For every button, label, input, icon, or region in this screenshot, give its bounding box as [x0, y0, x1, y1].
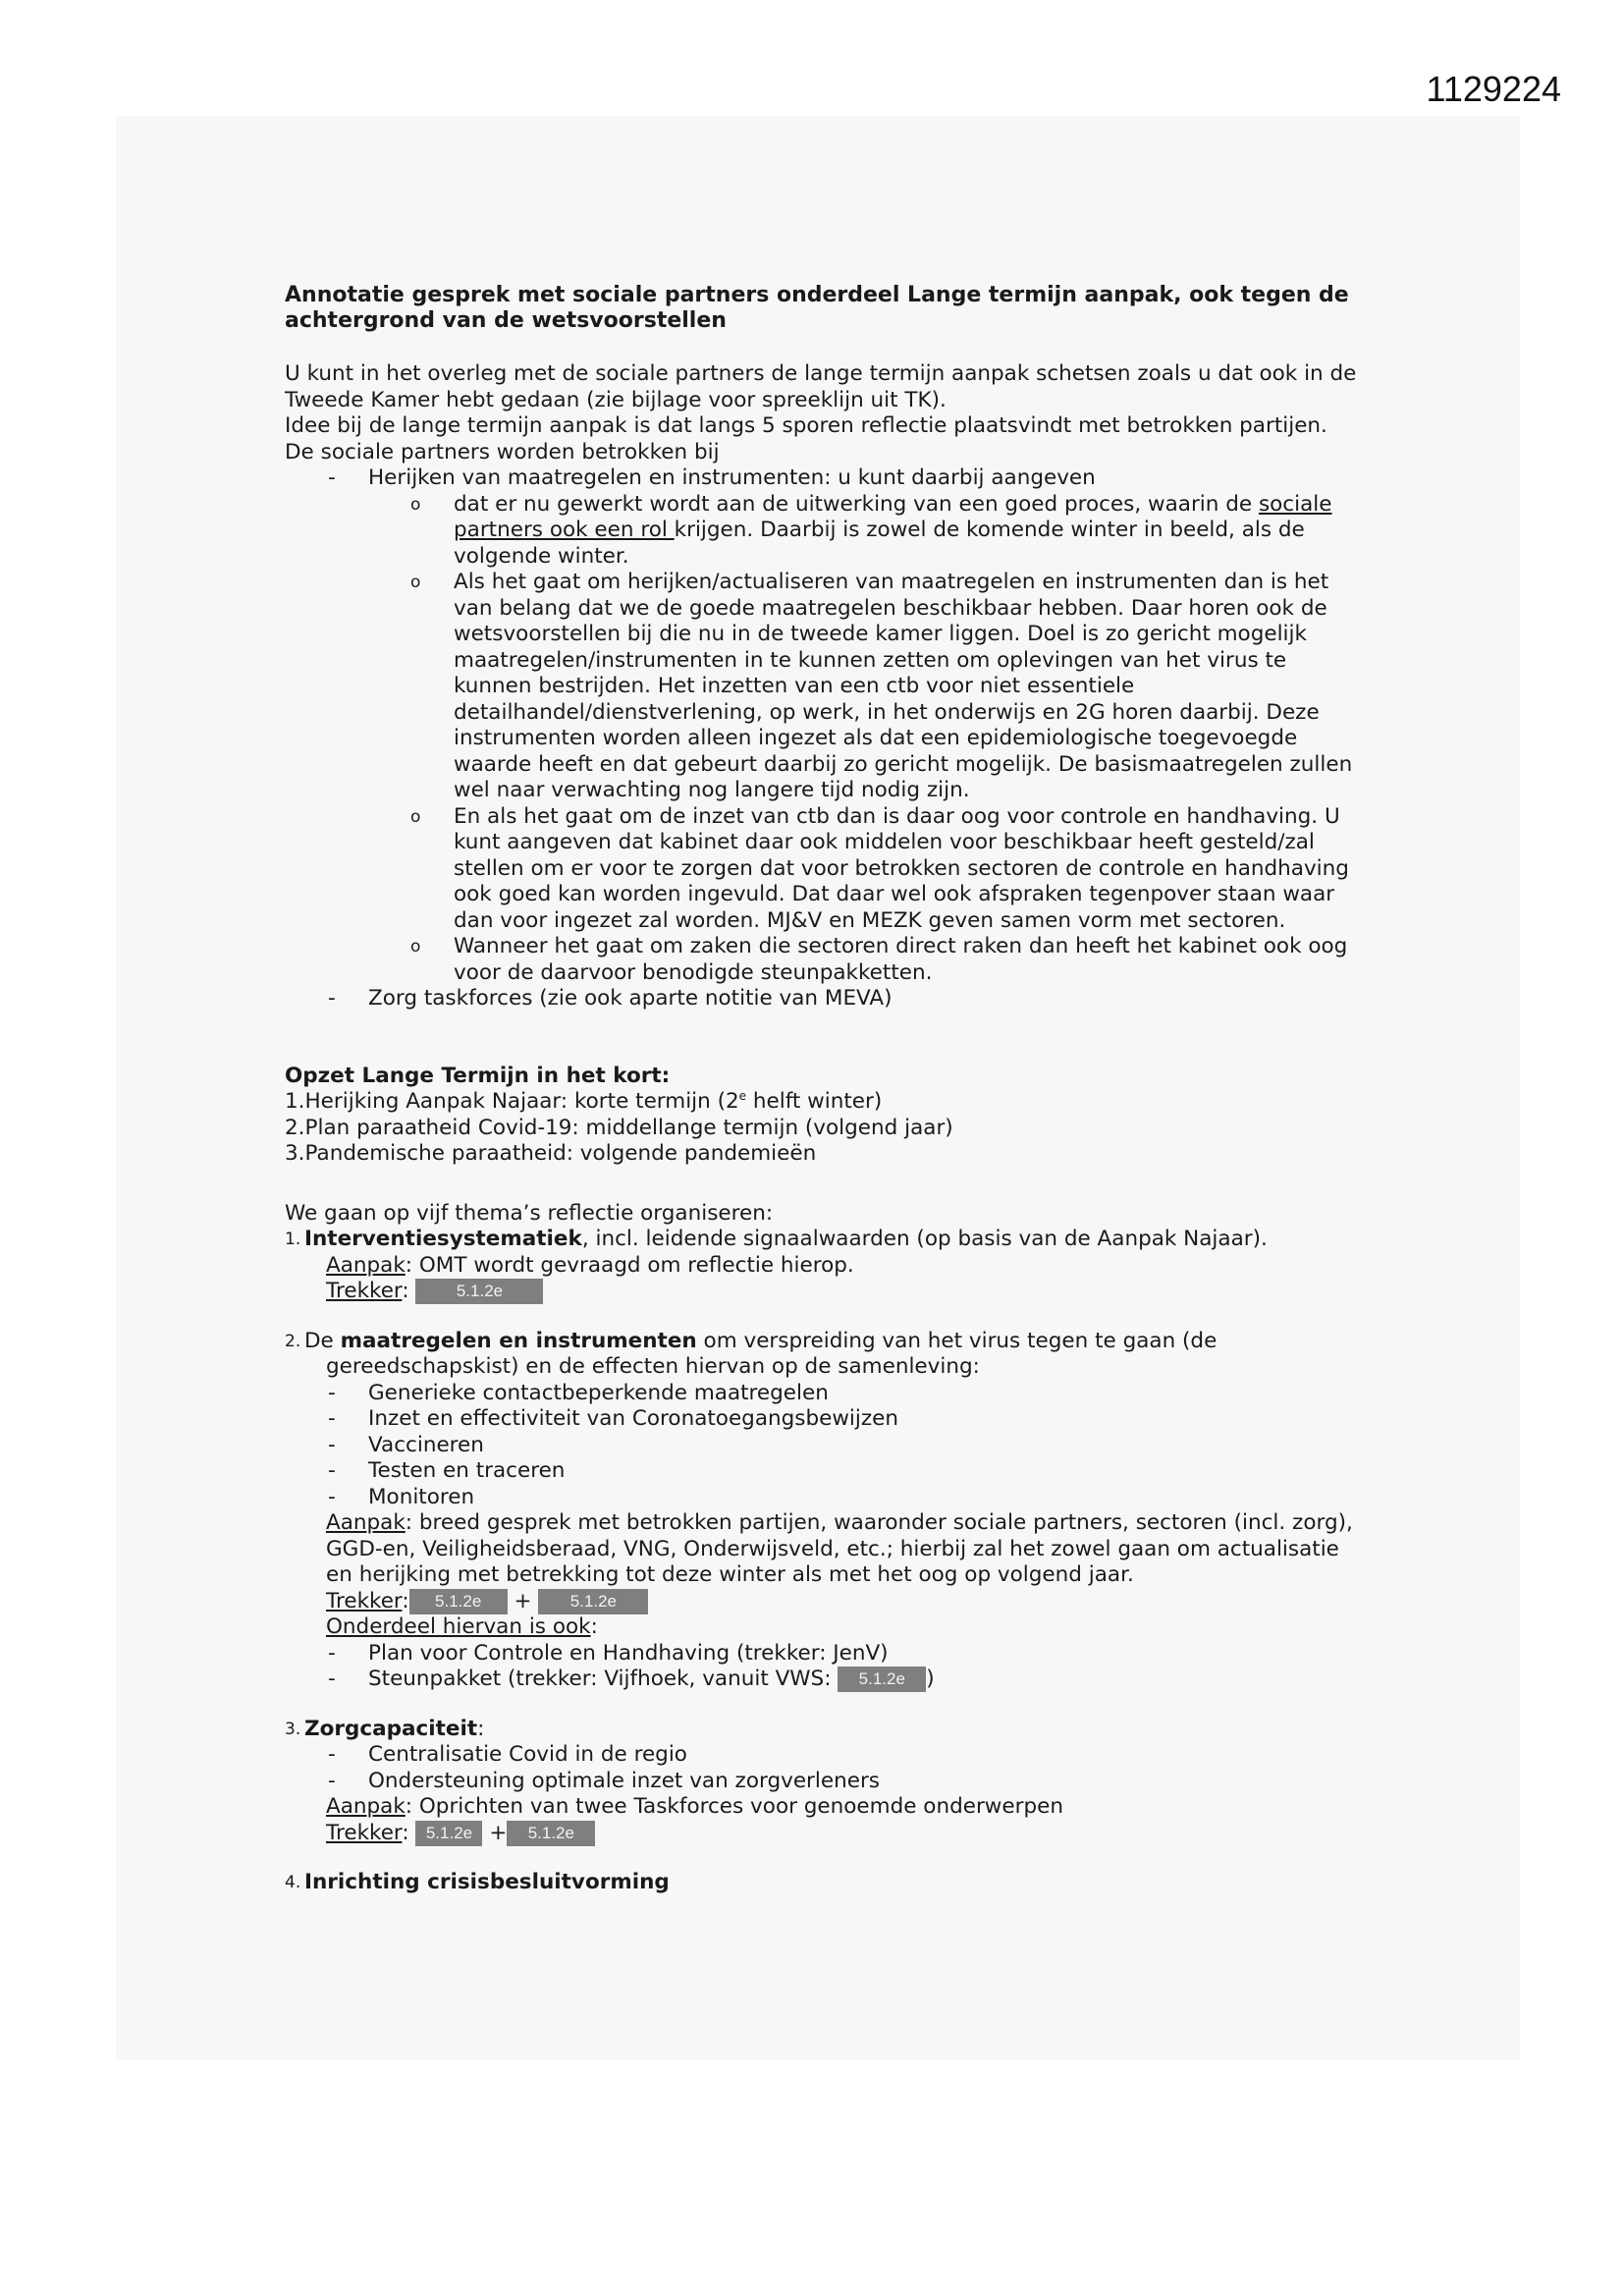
intro-paragraph-1: U kunt in het overleg met de sociale partners de lange termijn aanpak schetsen zoals u dat ook in de Tweede Kamer hebt gedaan (zie bijlage voor spreeklijn uit TK).	[285, 361, 1357, 412]
theme-3-trekker: Trekker: 5.1.2e + 5.1.2e	[285, 1821, 1365, 1847]
trekker-label: Trekker	[326, 1820, 403, 1845]
theme-2-item: - Inzet en effectiviteit van Coronatoegangsbewijzen	[285, 1406, 1365, 1433]
theme-2-number: 2.	[285, 1331, 301, 1351]
theme-3-item: - Ondersteuning optimale inzet van zorgverleners	[285, 1769, 1365, 1795]
intro-paragraph-2: Idee bij de lange termijn aanpak is dat langs 5 sporen reflectie plaatsvindt met betrokken partijen.	[285, 413, 1327, 438]
theme-2-description-line-2: gereedschapskist) en de effecten hiervan op de samenleving:	[326, 1354, 980, 1379]
sub-bullet-proces	[285, 492, 1365, 571]
theme-2-onderdeel	[285, 1614, 1365, 1641]
aanpak-label: Aanpak	[326, 1794, 406, 1819]
theme-2-description: om verspreiding van het virus tegen te gaan (de	[696, 1328, 1218, 1353]
document-number: 1129224	[1426, 69, 1561, 109]
trekker-label: Trekker	[326, 1279, 403, 1303]
opzet-item-1	[285, 1089, 1365, 1116]
aanpak-label: Aanpak	[326, 1252, 406, 1278]
opzet-item-1-sup: e	[738, 1088, 747, 1103]
opzet-item-1-text: 1.Herijking Aanpak Najaar: korte termijn (2	[285, 1089, 739, 1114]
onderdeel-colon: :	[590, 1614, 598, 1639]
theme-3-heading	[285, 1717, 1365, 1743]
theme-1-aanpak-text: : OMT wordt gevraagd om reflectie hierop.	[405, 1252, 854, 1278]
theme-2-item: - Monitoren	[285, 1485, 1365, 1511]
theme-3-number: 3.	[285, 1719, 301, 1739]
document-body	[285, 283, 1365, 1896]
theme-3-aanpak	[285, 1794, 1365, 1821]
theme-1-heading	[285, 1227, 1365, 1253]
theme-1-title: Interventiesystematiek	[304, 1227, 582, 1251]
theme-1-aanpak	[285, 1253, 1365, 1280]
theme-3-aanpak-text: : Oprichten van twee Taskforces voor genoemde onderwerpen	[405, 1794, 1063, 1819]
theme-4-title: Inrichting crisisbesluitvorming	[304, 1870, 670, 1894]
trekker-label: Trekker	[326, 1588, 403, 1613]
theme-1-description: , incl. leidende signaalwaarden (op basis van de Aanpak Najaar).	[581, 1227, 1268, 1251]
theme-2-aanpak-text: : breed gesprek met betrokken partijen, waaronder sociale partners, sectoren (incl. zorg), GGD-en, Veiligheidsberaad, VNG, Onderwijsveld, etc.; hierbij zal het zowel gaan om actualisatie en herijking met betrekking tot deze winter als met het oog op volgend jaar.	[326, 1510, 1353, 1587]
redaction-box: 5.1.2e	[415, 1821, 482, 1846]
redaction-box: 5.1.2e	[538, 1589, 648, 1614]
aanpak-label: Aanpak	[326, 1510, 406, 1535]
redaction-box: 5.1.2e	[838, 1667, 926, 1692]
theme-2-item: - Generieke contactbeperkende maatregelen	[285, 1381, 1365, 1407]
theme-2-sub-steunpakket-text: Steunpakket (trekker: Vijfhoek, vanuit VWS:	[368, 1667, 839, 1691]
plus-sign: +	[514, 1588, 532, 1613]
onderdeel-label: Onderdeel hiervan is ook	[326, 1614, 591, 1639]
bullet-herijken: - Herijken van maatregelen en instrumenten: u kunt daarbij aangeven	[285, 465, 1365, 492]
sub-bullet-proces-underlined: sociale partners ook een rol	[454, 491, 1332, 542]
theme-4-heading	[285, 1870, 1365, 1896]
plus-sign: +	[489, 1820, 508, 1845]
opzet-item-1-text-end: helft winter)	[746, 1089, 883, 1114]
theme-3-title: Zorgcapaciteit	[304, 1716, 478, 1741]
redaction-box: 5.1.2e	[507, 1821, 595, 1846]
intro-paragraph-3: De sociale partners worden betrokken bij	[285, 439, 720, 465]
theme-3-item: - Centralisatie Covid in de regio	[285, 1742, 1365, 1769]
opzet-item-3: 3.Pandemische paraatheid: volgende pandemieën	[285, 1141, 817, 1166]
document-title: Annotatie gesprek met sociale partners onderdeel Lange termijn aanpak, ook tegen de achtergrond van de wetsvoorstellen	[285, 283, 1349, 333]
theme-2-item: - Testen en traceren	[285, 1458, 1365, 1485]
theme-2-heading	[285, 1329, 1365, 1355]
opzet-heading: Opzet Lange Termijn in het kort:	[285, 1063, 671, 1088]
sub-bullet-proces-text-a: dat er nu gewerkt wordt aan de uitwerking van een goed proces, waarin de	[454, 491, 1259, 517]
theme-3-colon: :	[477, 1716, 485, 1741]
theme-2-sub-steunpakket-close: )	[926, 1667, 935, 1691]
theme-2-sub-controle: - Plan voor Controle en Handhaving (trekker: JenV)	[285, 1641, 1365, 1667]
theme-1-number: 1.	[285, 1230, 301, 1249]
theme-2-aanpak	[285, 1510, 1365, 1589]
sub-bullet-herijken: o Als het gaat om herijken/actualiseren van maatregelen en instrumenten dan is het van belang dat we de goede maatregelen beschikbaar hebben. Daar horen ook de wetsvoorstellen bij die nu in de tweede kamer liggen. Doel is zo gericht mogelijk maatregelen/instrumenten in te kunnen zetten om oplevingen van het virus te kunnen bestrijden. Het inzetten van een ctb voor niet essentiele detailhandel/dienstverlening, op werk, in het onderwijs en 2G horen daarbij. Deze instrumenten worden alleen ingezet als dat een epidemiologische toegevoegde waarde heeft en dat gebeurt daarbij zo gericht mogelijk. De basismaatregelen zullen wel naar verwachting nog langere tijd nodig zijn.	[285, 570, 1365, 804]
redaction-box: 5.1.2e	[409, 1589, 508, 1614]
theme-2-prefix: De	[304, 1328, 341, 1353]
sub-bullet-proces-text-b: krijgen. Daarbij is zowel de komende winter in beeld, als de volgende winter.	[454, 518, 1305, 569]
theme-2-sub-steunpakket	[285, 1667, 1365, 1693]
sub-bullet-ctb: o En als het gaat om de inzet van ctb dan is daar oog voor controle en handhaving. U kunt aangeven dat kabinet daar ook middelen voor beschikbaar heeft gesteld/zal stellen om er voor te zorgen dat voor betrokken sectoren de controle en handhaving ook goed kan worden ingevuld. Dat daar wel ook afspraken tegenpover staan waar dan voor ingezet zal worden. MJ&V en MEZK geven samen vorm met sectoren.	[285, 804, 1365, 935]
theme-2-item: - Vaccineren	[285, 1433, 1365, 1459]
theme-2-trekker: Trekker: 5.1.2e + 5.1.2e	[285, 1589, 1365, 1615]
theme-4-number: 4.	[285, 1873, 301, 1892]
bullet-zorg-taskforces: - Zorg taskforces (zie ook aparte notitie van MEVA)	[285, 986, 1365, 1012]
opzet-item-2: 2.Plan paraatheid Covid-19: middellange termijn (volgend jaar)	[285, 1115, 953, 1140]
theme-2-title: maatregelen en instrumenten	[340, 1328, 697, 1353]
redaction-box: 5.1.2e	[415, 1279, 543, 1304]
sub-bullet-steunpakketten: o Wanneer het gaat om zaken die sectoren direct raken dan heeft het kabinet ook oog voor de daarvoor benodigde steunpakketten.	[285, 934, 1365, 986]
theme-1-trekker: Trekker: 5.1.2e	[285, 1279, 1365, 1305]
themas-intro: We gaan op vijf thema’s reflectie organiseren:	[285, 1200, 774, 1226]
